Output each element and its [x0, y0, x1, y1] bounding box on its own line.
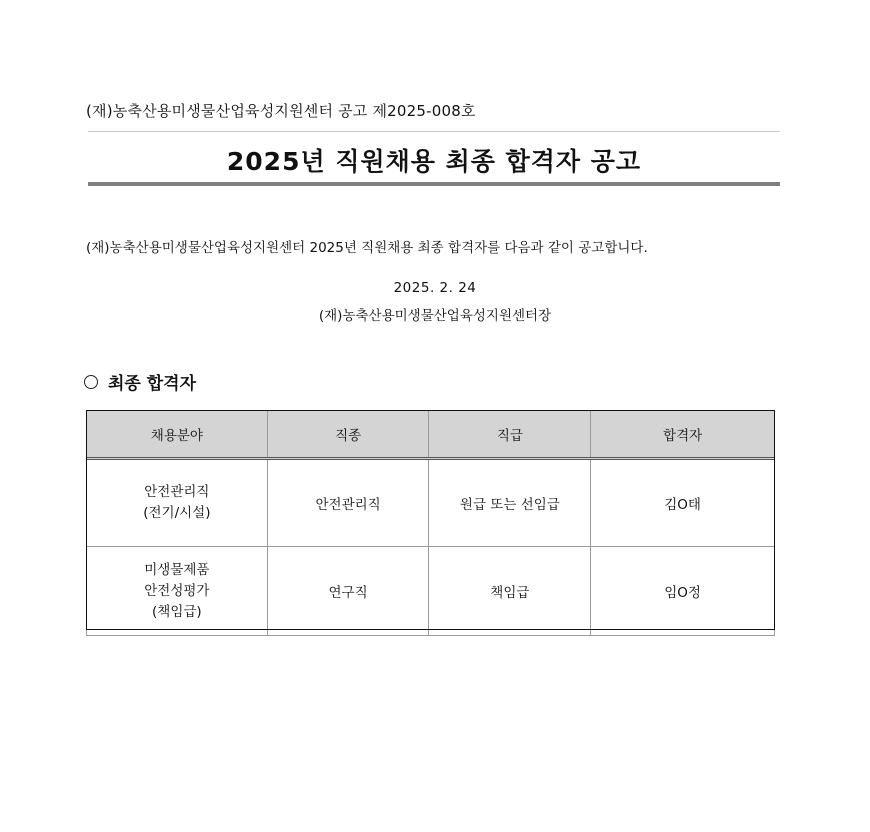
results-table — [86, 410, 775, 636]
cell-name: 임O정 — [591, 547, 775, 636]
cell-field-line: (책임급) — [152, 603, 202, 620]
cell-rank: 책임급 — [429, 547, 591, 636]
column-header-job-type: 직종 — [267, 411, 429, 459]
intro-text: (재)농축산용미생물산업육성지원센터 2025년 직원채용 최종 합격자를 다음과 같이 공고합니다. — [86, 240, 648, 256]
cell-rank: 원급 또는 선임급 — [429, 459, 591, 547]
issuer-name: (재)농축산용미생물산업육성지원센터장 — [318, 308, 552, 324]
circle-bullet-icon — [84, 375, 98, 389]
column-header-rank: 직급 — [429, 411, 591, 459]
cell-field — [87, 547, 268, 636]
table-row — [87, 459, 775, 547]
cell-field-line: (전기/시설) — [143, 505, 211, 521]
section-heading — [84, 369, 196, 394]
document-title: 2025년 직원채용 최종 합격자 공고 — [226, 147, 642, 176]
section-heading-label: 최종 합격자 — [108, 374, 197, 394]
table-header-row — [87, 411, 775, 459]
column-header-field: 채용분야 — [87, 411, 268, 459]
cell-field-line: 미생물제품 — [144, 561, 210, 578]
cell-job-type: 연구직 — [267, 547, 429, 636]
cell-name: 김O태 — [591, 459, 775, 547]
cell-field-line: 안전관리직 — [144, 484, 210, 500]
cell-field-line: 안전성평가 — [144, 582, 210, 599]
table-row — [87, 547, 775, 636]
column-header-name: 합격자 — [591, 411, 775, 459]
divider-thick — [88, 182, 780, 186]
divider-thin — [88, 131, 780, 132]
cell-field — [87, 459, 268, 547]
cell-job-type: 안전관리직 — [267, 459, 429, 547]
notice-number: (재)농축산용미생물산업육성지원센터 공고 제2025-008호 — [86, 102, 476, 120]
notice-date: 2025. 2. 24 — [393, 280, 477, 296]
